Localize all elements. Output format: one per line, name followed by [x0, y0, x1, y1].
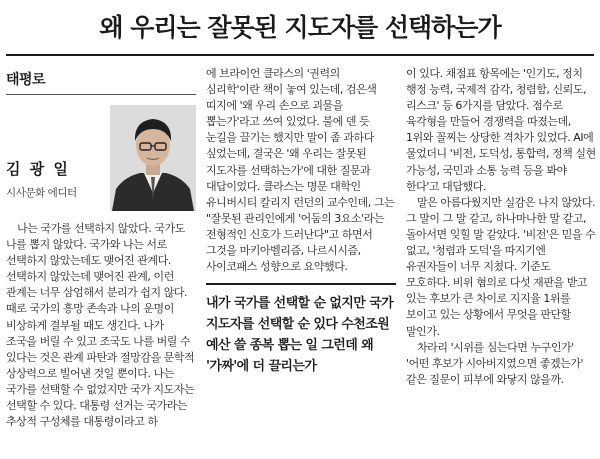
author-name: 김 광 일: [6, 160, 70, 178]
column-2: [206, 66, 396, 377]
column-3: [406, 66, 596, 388]
pull-quote: 내가 국가를 선택할 순 없지만 국가 지도자를 선택할 순 있다 수천조원 예산 쓸 종복 뽑는 일 그런데 왜 '가짜'에 더 끌리는가: [206, 283, 396, 377]
column-name: 태평로: [6, 72, 46, 88]
article-headline: 왜 우리는 잘못된 지도자를 선택하는가: [99, 13, 501, 42]
headline-rule: [6, 54, 594, 56]
author-title: 시사문화 에디터: [6, 187, 77, 199]
author-box: [6, 101, 196, 221]
body-paragraph: 나는 국가를 선택하지 않았다. 국가도 나를 뽑지 않았다. 국가와 나는 서로 선택하지 않았는데도 맺어진 관계다. 선택하지 않았는데 맺어진 관계, 이런 관계는 너무 삼엄해서 분리가 쉽지 않다. 때로 국가의 흥망 존속과 나의 운명이 비상하게 결부될 때도 생긴다. 나가 조국을 버릴 수 있고 조국도 나를 버릴 수 있다는 것은 관계 파탄과 절망감을 문학적 상상력으로 빌어낸 것일 뿐이다. 나는 국가를 선택할 수 없었지만 국가 지도자는 선택할 수 있다. 대통령 선거는 국가라는 추상적 구성체를 대통령이라고 하: [6, 222, 195, 429]
column-name-rule: [6, 94, 196, 95]
body-paragraph: 이 있다. 채점표 항목에는 '인기도, 정치 행정 능력, 국제적 감각, 청렴함, 신뢰도, 리스크' 등 6가지를 담았다. 점수로 육각형을 만들어 경쟁력을 따졌는데, 1위와 꼴찌는 상당한 격차가 있었다. AI에 물었더니 '비전, 도덕성, 통합력, 정책 실현 가능성, 국민과 소통 능력 등을 봐야 한다'고 대답했다.: [406, 67, 596, 193]
body-paragraph: 에 브라이언 클라스의 '권력의 심리학'이란 책이 놓여 있는데, 검은색 띠지에 '왜 우리 손으로 괴물을 뽑는가'라고 쓰여 있었다. 불에 덴 듯 눈길을 끌기는 했지만 말이 좀 과하다 싶었는데, 결국은 '왜 우리는 잘못된 지도자를 선택하는가'에 대한 질문과 대답이었다. 클라스는 명문 대학인 유니버시티 칼리지 런던의 교수인데, 그는 "잘못된 관리인에게 '어둠의 3요소'라는 전형적인 신호가 드러난다"고 하면서 그것을 마키아벨리즘, 나르시시즘, 사이코패스 성향으로 요약했다.: [206, 67, 395, 274]
body-paragraph: 차라리 '시위를 심는다면 누구인가' '어떤 후보가 시아버지였으면 좋겠는가' 같은 질문이 피부에 와닿지 않을까.: [406, 340, 584, 386]
author-portrait: [110, 105, 196, 211]
column-1: [6, 66, 196, 430]
body-paragraph: 말은 아름다웠지만 실감은 나지 않았다. 그 말이 그 말 같고, 하나마나한 말 같고, 돌아서면 잊힐 말 같았다. '비전'은 믿을 수 없고, '청렴과 도덕'을 따지기엔 유권자들이 너무 지쳤다. 기준도 모호하다. 비위 혐의로 다섯 재판을 받고 있는 후보가 큰 차이로 지지율 1위를 보이고 있는 상황에서 무엇을 판단할 말인가.: [406, 195, 596, 338]
